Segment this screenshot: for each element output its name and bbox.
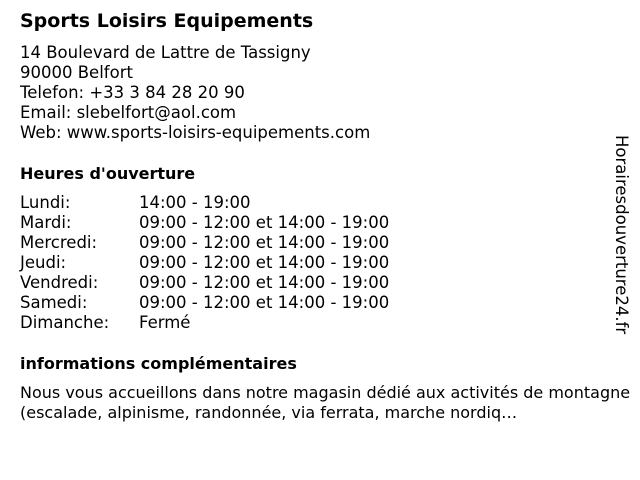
day-hours: 09:00 - 12:00 et 14:00 - 19:00 (139, 213, 390, 232)
business-name: Sports Loisirs Equipements (20, 10, 314, 32)
day-label: Vendredi: (20, 273, 99, 292)
street-address: 14 Boulevard de Lattre de Tassigny (20, 43, 311, 62)
phone: Telefon: +33 3 84 28 20 90 (20, 83, 245, 102)
hours-heading: Heures d'ouverture (20, 164, 196, 183)
day-label: Mardi: (20, 213, 72, 232)
watermark (612, 135, 636, 370)
day-hours: 09:00 - 12:00 et 14:00 - 19:00 (139, 293, 390, 312)
day-label: Lundi: (20, 193, 71, 212)
day-hours: 09:00 - 12:00 et 14:00 - 19:00 (139, 253, 390, 272)
day-hours: 14:00 - 19:00 (139, 193, 251, 212)
day-hours: 09:00 - 12:00 et 14:00 - 19:00 (139, 273, 390, 292)
day-label: Mercredi: (20, 233, 98, 252)
day-hours: Fermé (139, 313, 191, 332)
info-text: Nous vous accueillons dans notre magasin dédié aux activités de montagne (escalade, alpinisme, randonnée, via ferrata, marche nordiq… (20, 383, 631, 422)
address-block (20, 43, 370, 143)
email: Email: slebelfort@aol.com (20, 103, 237, 122)
day-hours: 09:00 - 12:00 et 14:00 - 19:00 (139, 233, 390, 252)
city: 90000 Belfort (20, 63, 133, 82)
watermark-text: Horairesdouverture24.fr (612, 135, 631, 335)
day-label: Samedi: (20, 293, 88, 312)
info-heading: informations complémentaires (20, 354, 297, 373)
day-label: Jeudi: (20, 253, 67, 272)
website: Web: www.sports-loisirs-equipements.com (20, 123, 371, 142)
day-label: Dimanche: (20, 313, 110, 332)
